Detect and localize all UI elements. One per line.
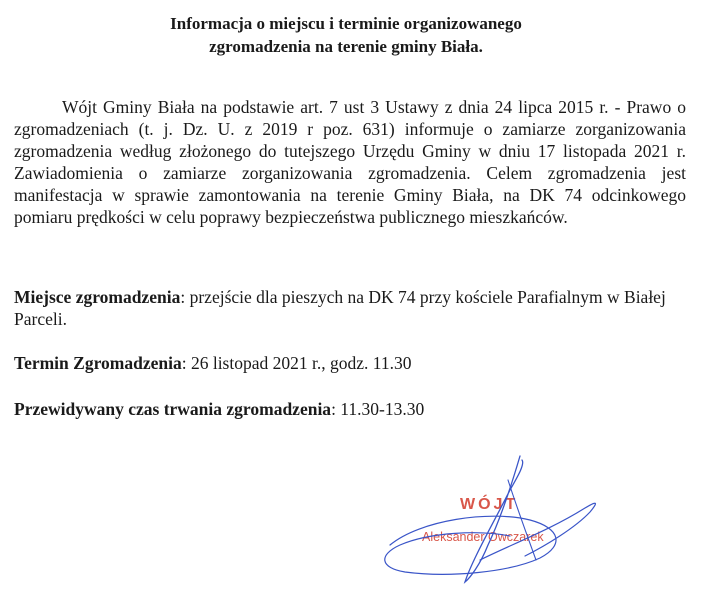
main-paragraph: Wójt Gminy Biała na podstawie art. 7 ust 3 Ustawy z dnia 24 lipca 2015 r. - Prawo o zgromadzeniach (t. j. Dz. U. z 2019 r poz. 631) informuje o zamiarze zorganizowania zgromadzenia według złożonego do tutejszego Urzędu Gminy w dniu 17 listopada 2021 r. Zawiadomienia o zamiarze zorganizowania zgromadzenia. Celem zgromadzenia jest manifestacja w sprawie zamontowania na terenie Gminy Biała, na DK 74 odcinkowego pomiaru prędkości w celu poprawy bezpieczeństwa publicznego mieszkańców. [14,97,686,227]
official-stamp [360,450,620,600]
meeting-date [14,352,694,374]
meeting-place [14,286,694,330]
signature-scribble [360,450,620,600]
stamp-name: Aleksander Owczarek [422,530,544,544]
meeting-duration-value: : 11.30-13.30 [331,399,425,419]
meeting-date-label: Termin Zgromadzenia [14,353,182,373]
stamp-title: WÓJT [460,496,519,513]
meeting-duration [14,398,694,420]
meeting-place-value: : przejście dla pieszych na DK 74 przy kościele Parafialnym w Białej Parceli. [14,287,666,329]
title-line-2: zgromadzenia na terenie gminy Biała. [209,37,483,56]
meeting-duration-label: Przewidywany czas trwania zgromadzenia [14,399,332,419]
title-line-1: Informacja o miejscu i terminie organizowanego [170,14,522,33]
meeting-place-label: Miejsce zgromadzenia [14,287,181,307]
meeting-date-value: : 26 listopad 2021 r., godz. 11.30 [181,353,412,373]
document-title [0,12,692,58]
